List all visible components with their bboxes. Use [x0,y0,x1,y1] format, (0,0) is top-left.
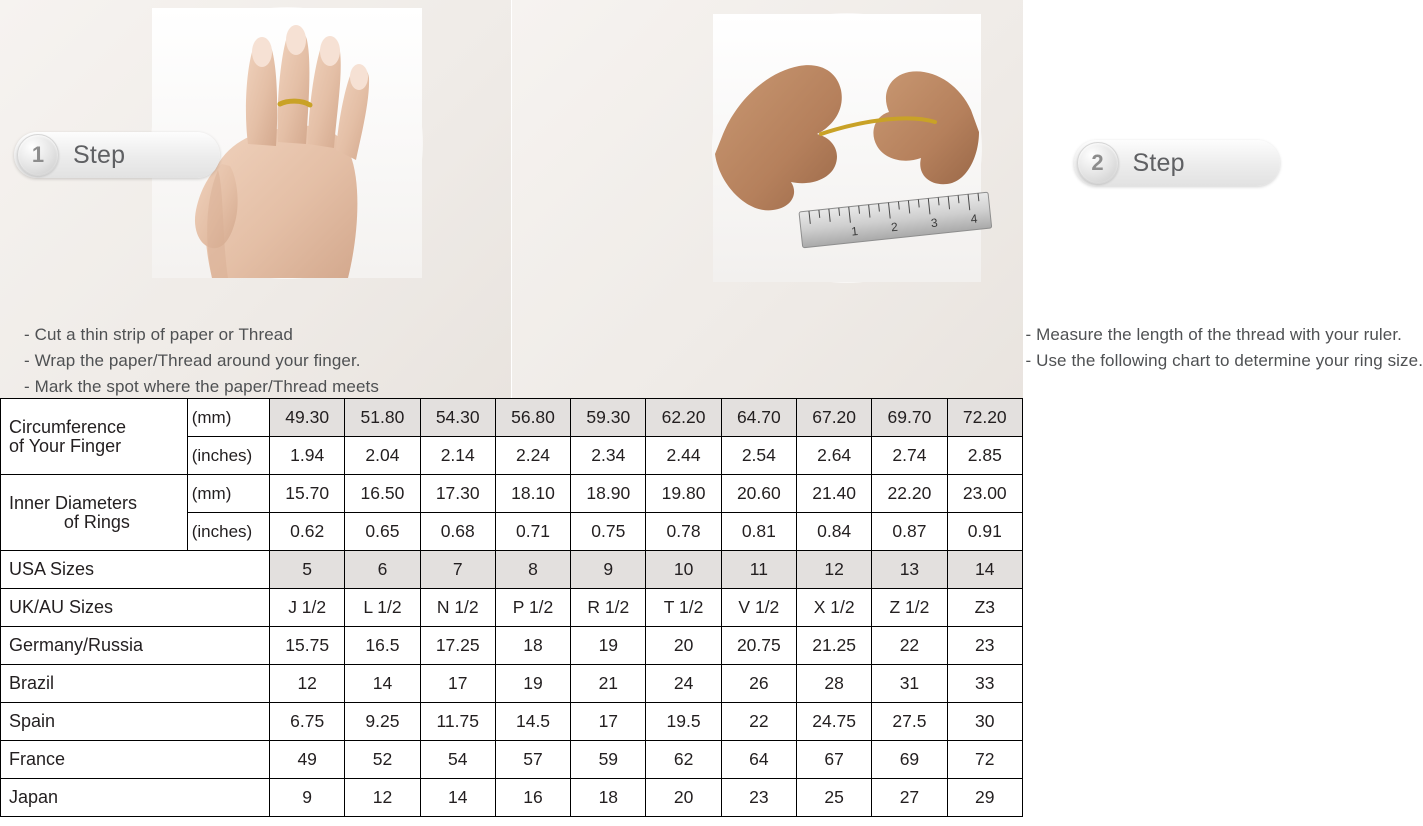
cell: 54.30 [420,399,495,437]
cell: 72.20 [947,399,1022,437]
cell: 9 [571,551,646,589]
table-row [1,703,1023,741]
cell: 64.70 [721,399,796,437]
row-label-brazil: Brazil [1,665,270,703]
cell: 56.80 [495,399,570,437]
cell: 0.91 [947,513,1022,551]
step-number-2: 2 [1077,142,1119,184]
cell: 20.60 [721,475,796,513]
row-label-japan: Japan [1,779,270,817]
step-panel-1 [0,0,511,398]
cell: 14.5 [495,703,570,741]
row-unit: (inches) [187,513,269,551]
cell: 49 [270,741,345,779]
table-row [1,741,1023,779]
cell: 52 [345,741,420,779]
step-panel-2 [511,0,1423,398]
cell: 28 [797,665,872,703]
cell: 27 [872,779,947,817]
cell: 25 [797,779,872,817]
cell: 5 [270,551,345,589]
cell: P 1/2 [495,589,570,627]
cell: 24 [646,665,721,703]
instruction-line: - Cut a thin strip of paper or Thread [24,325,293,344]
cell: 51.80 [345,399,420,437]
cell: X 1/2 [797,589,872,627]
cell: 18.90 [571,475,646,513]
cell: 27.5 [872,703,947,741]
cell: 15.70 [270,475,345,513]
cell: 19 [495,665,570,703]
step-2-instructions [1026,322,1423,374]
cell: 72 [947,741,1022,779]
cell: 59.30 [571,399,646,437]
cell: 24.75 [797,703,872,741]
cell: 0.81 [721,513,796,551]
cell: R 1/2 [571,589,646,627]
cell: 12 [797,551,872,589]
steps-section [0,0,1423,398]
step-label-2: Step [1132,148,1185,177]
step-1-instructions [24,322,379,400]
table-row [1,399,1023,437]
svg-text:3: 3 [929,215,938,231]
cell: 2.24 [495,437,570,475]
cell: 18.10 [495,475,570,513]
table-row [1,665,1023,703]
cell: 2.54 [721,437,796,475]
cell: 16 [495,779,570,817]
cell: 21.25 [797,627,872,665]
cell: 11.75 [420,703,495,741]
cell: 6 [345,551,420,589]
cell: 19.5 [646,703,721,741]
table-row [1,551,1023,589]
cell: 23 [947,627,1022,665]
row-unit: (mm) [187,399,269,437]
cell: 10 [646,551,721,589]
cell: 67 [797,741,872,779]
cell: 16.50 [345,475,420,513]
row-label-france: France [1,741,270,779]
row-unit: (inches) [187,437,269,475]
cell: 69.70 [872,399,947,437]
cell: 12 [270,665,345,703]
cell: 0.75 [571,513,646,551]
cell: 17.25 [420,627,495,665]
cell: 1.94 [270,437,345,475]
cell: 23 [721,779,796,817]
cell: 17 [420,665,495,703]
cell: 22 [721,703,796,741]
row-label-inner-diameters: Inner Diameters of Rings [1,475,188,551]
cell: V 1/2 [721,589,796,627]
cell: 26 [721,665,796,703]
cell: L 1/2 [345,589,420,627]
cell: 16.5 [345,627,420,665]
row-label-spain: Spain [1,703,270,741]
cell: 17 [571,703,646,741]
table-row [1,779,1023,817]
cell: 2.04 [345,437,420,475]
cell: 13 [872,551,947,589]
row-label-germany-russia: Germany/Russia [1,627,270,665]
cell: 57 [495,741,570,779]
cell: J 1/2 [270,589,345,627]
cell: 54 [420,741,495,779]
step-badge-2 [1074,140,1280,186]
cell: 2.64 [797,437,872,475]
cell: T 1/2 [646,589,721,627]
instruction-line: - Mark the spot where the paper/Thread meets [24,377,379,396]
cell: N 1/2 [420,589,495,627]
cell: 0.87 [872,513,947,551]
step-2-photo [713,14,981,282]
cell: 11 [721,551,796,589]
cell: 29 [947,779,1022,817]
cell: 8 [495,551,570,589]
cell: Z 1/2 [872,589,947,627]
cell: 31 [872,665,947,703]
cell: 67.20 [797,399,872,437]
svg-text:2: 2 [889,219,899,235]
cell: 0.65 [345,513,420,551]
cell: 21 [571,665,646,703]
cell: 9.25 [345,703,420,741]
cell: Z3 [947,589,1022,627]
cell: 62 [646,741,721,779]
svg-text:1: 1 [850,223,859,239]
cell: 69 [872,741,947,779]
instruction-line: - Use the following chart to determine your ring size. [1025,351,1423,370]
row-label-usa-sizes: USA Sizes [1,551,270,589]
cell: 15.75 [270,627,345,665]
cell: 2.34 [571,437,646,475]
cell: 2.85 [947,437,1022,475]
table-row [1,475,1023,513]
cell: 0.84 [797,513,872,551]
cell: 0.71 [495,513,570,551]
ring-size-table [0,398,1023,817]
cell: 0.62 [270,513,345,551]
cell: 22 [872,627,947,665]
cell: 2.74 [872,437,947,475]
row-label-circumference: Circumference of Your Finger [1,399,188,475]
cell: 2.44 [646,437,721,475]
table-row [1,589,1023,627]
cell: 20 [646,627,721,665]
cell: 12 [345,779,420,817]
cell: 2.14 [420,437,495,475]
cell: 0.68 [420,513,495,551]
cell: 64 [721,741,796,779]
step-label-1: Step [73,140,126,169]
cell: 18 [571,779,646,817]
cell: 18 [495,627,570,665]
cell: 7 [420,551,495,589]
instruction-line: - Measure the length of the thread with your ruler. [1025,325,1402,344]
row-label-uk-au-sizes: UK/AU Sizes [1,589,270,627]
cell: 21.40 [797,475,872,513]
cell: 0.78 [646,513,721,551]
cell: 22.20 [872,475,947,513]
svg-text:4: 4 [969,211,978,227]
cell: 17.30 [420,475,495,513]
cell: 9 [270,779,345,817]
cell: 30 [947,703,1022,741]
cell: 6.75 [270,703,345,741]
cell: 14 [947,551,1022,589]
cell: 14 [345,665,420,703]
cell: 19 [571,627,646,665]
step-badge-1 [14,132,220,178]
step-number-1: 1 [17,134,59,176]
instruction-line: - Wrap the paper/Thread around your finger. [24,351,361,370]
cell: 59 [571,741,646,779]
table-row [1,627,1023,665]
cell: 33 [947,665,1022,703]
cell: 49.30 [270,399,345,437]
cell: 62.20 [646,399,721,437]
cell: 20 [646,779,721,817]
cell: 23.00 [947,475,1022,513]
cell: 20.75 [721,627,796,665]
cell: 19.80 [646,475,721,513]
row-unit: (mm) [187,475,269,513]
cell: 14 [420,779,495,817]
